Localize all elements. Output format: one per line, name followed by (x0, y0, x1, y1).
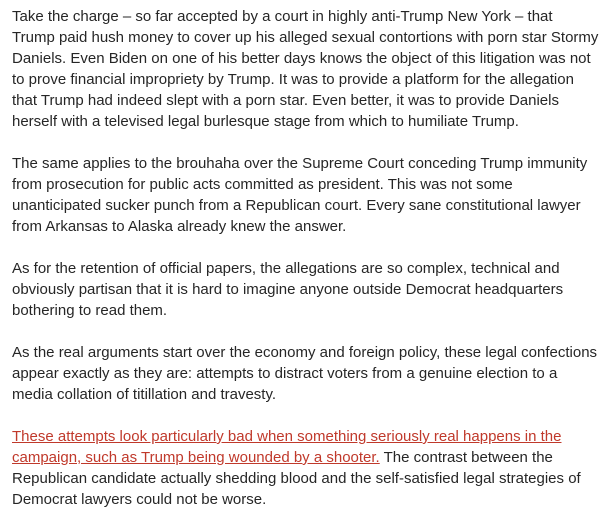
shooting-article-link[interactable]: These attempts look particularly bad when something seriously real happens in the campaign, such as Trump being wounded by a shooter. (12, 428, 562, 466)
paragraph-campaign-shooting (12, 426, 599, 510)
paragraph-supreme-court: The same applies to the brouhaha over the Supreme Court conceding Trump immunity from prosecution for public acts committed as president. This was not some unanticipated sucker punch from a Republican court. Every sane constitutional lawyer from Arkansas to Alaska already knew the answer. (12, 155, 588, 235)
paragraph-hush-money: Take the charge – so far accepted by a court in highly anti-Trump New York – that Trump paid hush money to cover up his alleged sexual contortions with porn star Stormy Daniels. Even Biden on one of his better days knows the object of this litigation was not to prove financial impropriety by Trump. It was to provide a platform for the allegation that Trump had indeed slept with a porn star. Even better, it was to provide Daniels herself with a televised legal burlesque stage from which to humiliate Trump. (12, 8, 599, 130)
paragraph-official-papers: As for the retention of official papers, the allegations are so complex, technical and obviously partisan that it is hard to imagine anyone outside Democrat headquarters bothering to read them. (12, 260, 564, 319)
paragraph-legal-confections: As the real arguments start over the economy and foreign policy, these legal confections appear exactly as they are: attempts to distract voters from a genuine election to a media collation of titillation and travesty. (12, 344, 598, 403)
paragraph-campaign-shooting-text: The contrast between the Republican candidate actually shedding blood and the self-satisfied legal strategies of Democrat lawyers could not be worse. (12, 449, 581, 508)
